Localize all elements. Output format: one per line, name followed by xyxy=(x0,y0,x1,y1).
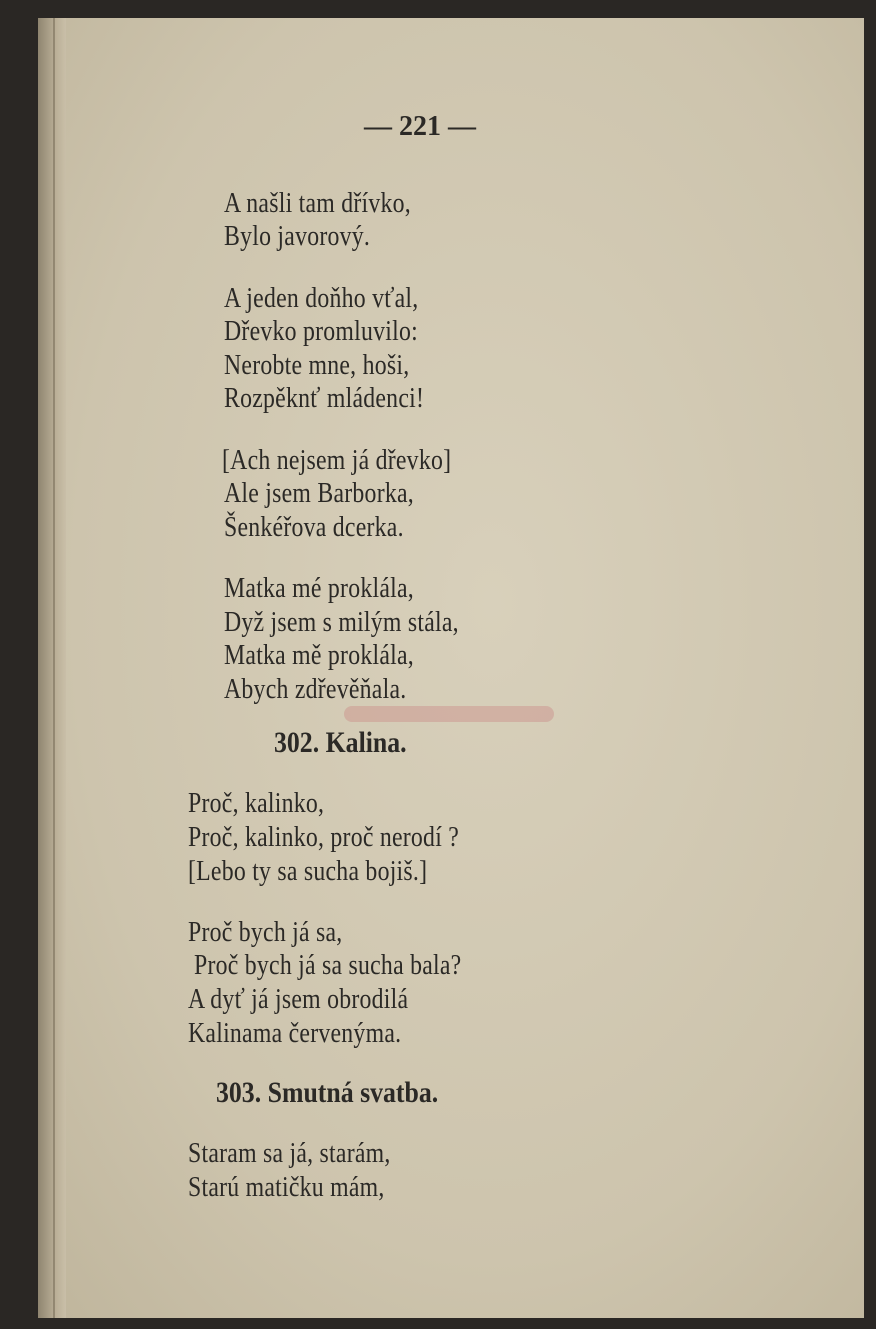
verse-line: Nerobte mne, hoši, xyxy=(224,349,410,381)
book-page xyxy=(38,18,864,1318)
verse-line: Matka mé proklála, xyxy=(224,572,414,604)
verse-line: Bylo javorový. xyxy=(224,220,371,252)
verse-line: Matka mě proklála, xyxy=(224,639,414,671)
verse-line: [Lebo ty sa sucha bojiš.] xyxy=(188,855,428,887)
verse-line: Šenkéřova dcerka. xyxy=(224,511,404,543)
verse-line: A dyť já jsem obrodilá xyxy=(188,983,409,1015)
song-heading: 302. Kalina. xyxy=(274,726,407,759)
verse-line: Dřevko promluvilo: xyxy=(224,315,418,347)
verse-line: Proč bych já sa sucha bala? xyxy=(194,949,462,981)
verse-line: Kalinama červenýma. xyxy=(188,1017,402,1049)
verse-line: Staram sa já, starám, xyxy=(188,1137,391,1169)
verse-line: A našli tam dřívko, xyxy=(224,187,411,219)
verse-line: A jeden doňho vťal, xyxy=(224,282,419,314)
song-heading: 303. Smutná svatba. xyxy=(216,1076,439,1109)
page-number: — 221 — xyxy=(364,111,476,142)
gutter-line xyxy=(53,18,55,1318)
page-gutter xyxy=(38,18,66,1318)
verse-line: Abych zdřevěňala. xyxy=(224,673,407,705)
verse-line: Proč, kalinko, proč nerodí ? xyxy=(188,821,460,853)
verse-line: Ale jsem Barborka, xyxy=(224,477,414,509)
verse-line: Dyž jsem s milým stála, xyxy=(224,606,459,638)
verse-line: Proč bych já sa, xyxy=(188,916,343,948)
ink-smudge xyxy=(344,706,554,722)
verse-line: [Ach nejsem já dřevko] xyxy=(222,444,452,476)
verse-line: Rozpěknť mládenci! xyxy=(224,382,425,414)
verse-line: Proč, kalinko, xyxy=(188,787,325,819)
verse-line: Starú matičku mám, xyxy=(188,1171,385,1203)
